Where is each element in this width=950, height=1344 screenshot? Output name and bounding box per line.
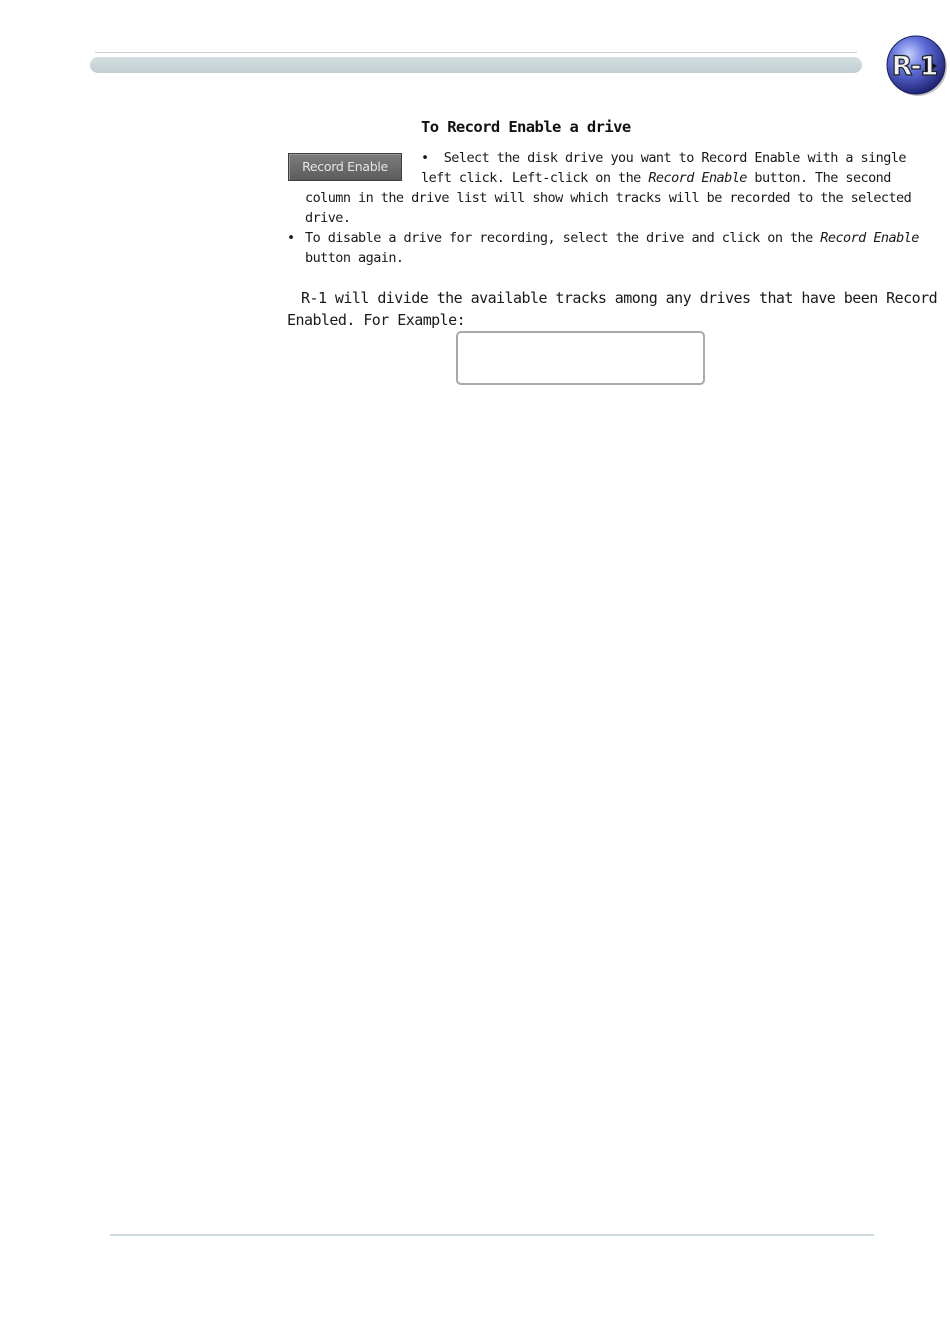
header-bar bbox=[90, 57, 862, 73]
r1-logo bbox=[885, 34, 947, 96]
bullet-2-line-2: button again. bbox=[305, 250, 404, 266]
bullet-2-marker: • bbox=[287, 230, 295, 246]
bullet-1-line-4: drive. bbox=[305, 210, 351, 226]
bullet-2-line-1: To disable a drive for recording, select the drive and click on the Record Enable bbox=[305, 230, 919, 246]
bullet-1-line-3: column in the drive list will show which tracks will be recorded to the selected bbox=[305, 190, 912, 206]
header-rule bbox=[95, 52, 857, 53]
logo-text: R-1 bbox=[891, 51, 937, 82]
example-box bbox=[456, 331, 705, 385]
footer-rule bbox=[110, 1234, 874, 1236]
bullet-1-line-2: left click. Left-click on the Record Enable button. The second bbox=[421, 170, 891, 186]
paragraph-line-2: Enabled. For Example: bbox=[287, 311, 466, 329]
bullet-marker: • bbox=[421, 150, 429, 166]
section-title: To Record Enable a drive bbox=[421, 118, 631, 136]
record-enable-button: Record Enable bbox=[288, 153, 402, 181]
paragraph-line-1: R-1 will divide the available tracks among any drives that have been Record bbox=[301, 289, 938, 307]
bullet-1-line-1: • Select the disk drive you want to Record Enable with a single bbox=[421, 150, 906, 166]
